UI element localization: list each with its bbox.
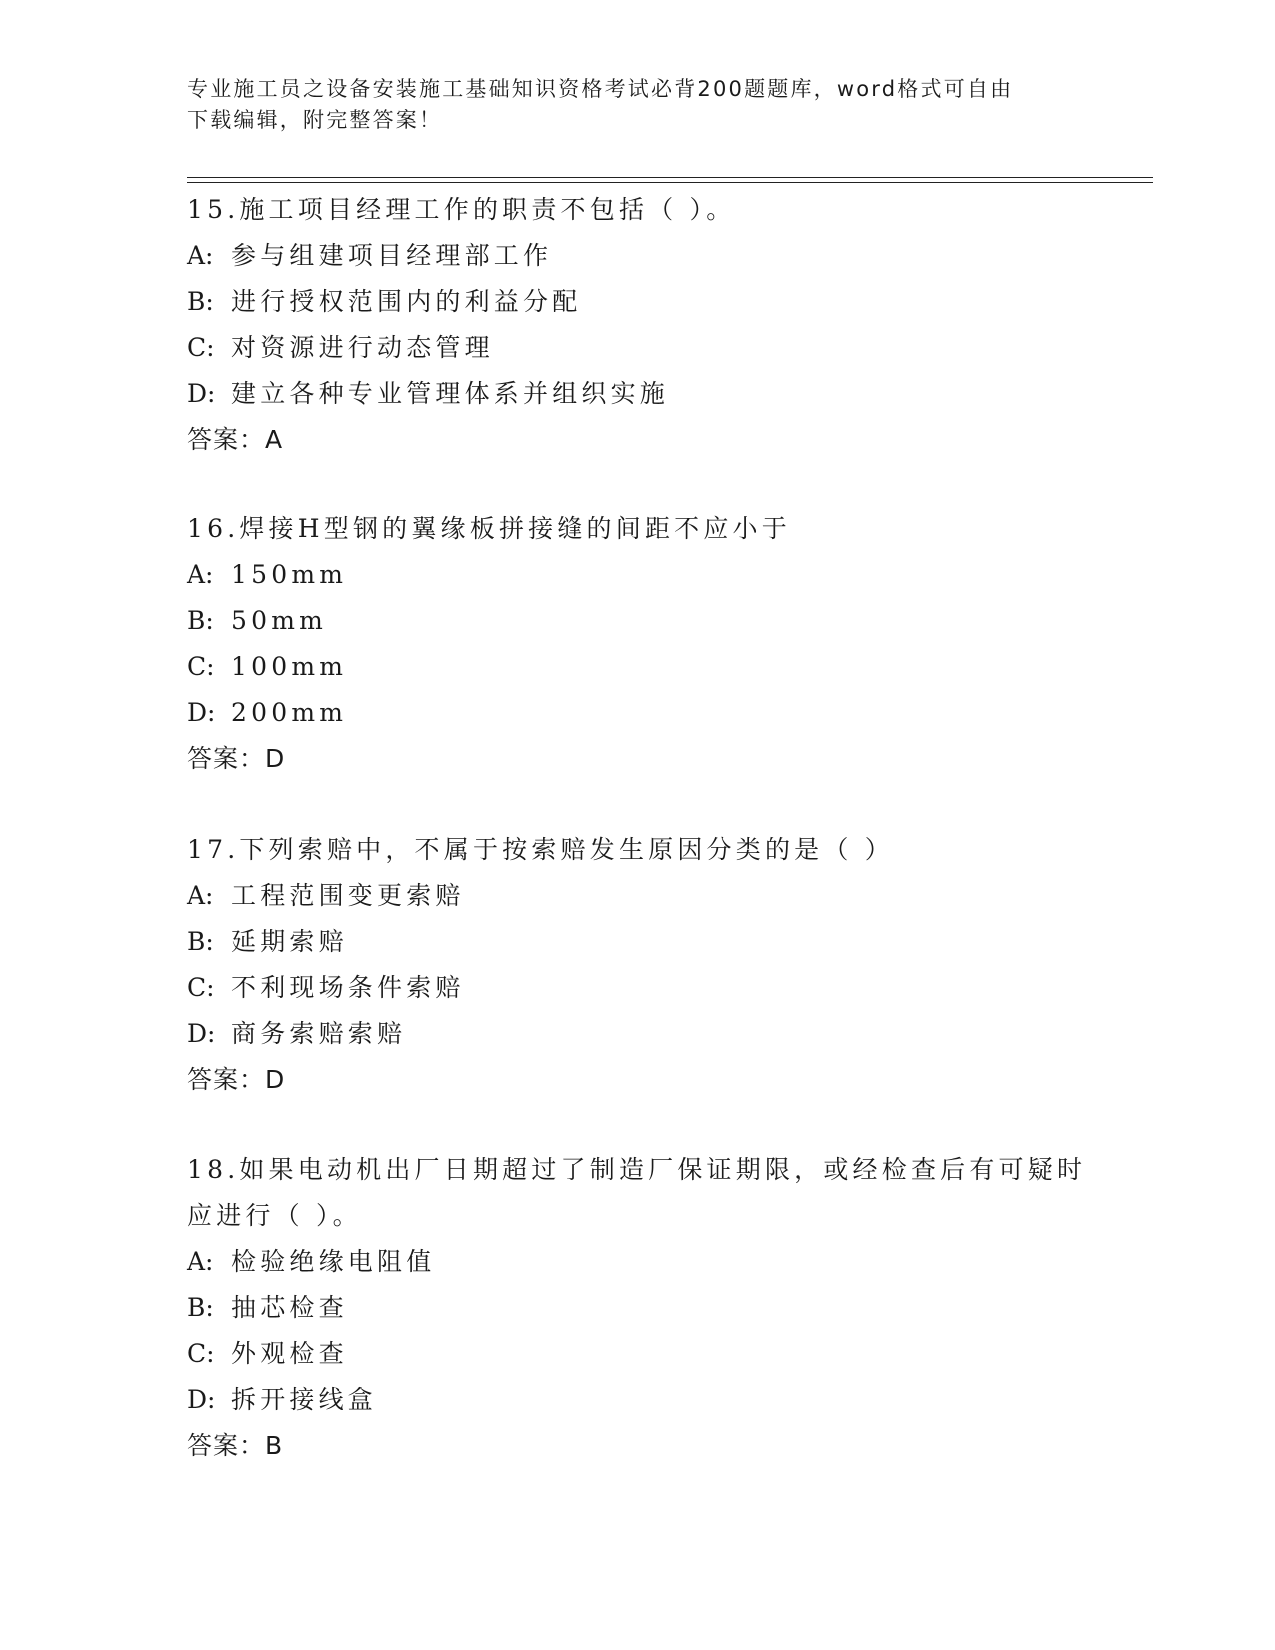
option-text: 延期索赔: [231, 927, 348, 956]
option-text: 外观检查: [231, 1339, 348, 1368]
option-b: [187, 1285, 1087, 1331]
header-line-1: 专业施工员之设备安装施工基础知识资格考试必背200题题库，word格式可自由: [187, 77, 1014, 101]
option-text: 50mm: [231, 606, 328, 635]
answer-line: 答案：B: [187, 1431, 284, 1460]
option-key: C:: [187, 333, 215, 362]
option-key: D:: [187, 1385, 216, 1414]
option-key: D:: [187, 698, 216, 727]
option-key: D:: [187, 1019, 216, 1048]
option-d: [187, 1011, 1087, 1057]
option-text: 150mm: [231, 560, 348, 589]
option-d: [187, 1377, 1087, 1423]
document-header: [187, 74, 1067, 136]
option-text: 商务索赔索赔: [231, 1019, 407, 1048]
option-a: [187, 233, 1087, 279]
option-text: 对资源进行动态管理: [231, 333, 494, 362]
option-key: C:: [187, 652, 215, 681]
option-key: A:: [187, 241, 214, 270]
option-key: C:: [187, 973, 215, 1002]
question-block-17: [187, 827, 1087, 1103]
option-key: A:: [187, 881, 214, 910]
option-text: 建立各种专业管理体系并组织实施: [231, 379, 670, 408]
option-text: 200mm: [231, 698, 348, 727]
header-divider-thin: [187, 177, 1153, 178]
option-text: 不利现场条件索赔: [231, 973, 465, 1002]
option-text: 拆开接线盒: [231, 1385, 378, 1414]
option-c: [187, 1331, 1087, 1377]
option-key: A:: [187, 1247, 214, 1276]
option-key: B:: [187, 606, 214, 635]
option-a: [187, 873, 1087, 919]
option-c: [187, 644, 1087, 690]
header-divider-thick: [187, 182, 1153, 183]
answer-line: 答案：D: [187, 1065, 286, 1094]
question-stem: 18.如果电动机出厂日期超过了制造厂保证期限，或经检查后有可疑时: [187, 1155, 1087, 1184]
option-b: [187, 919, 1087, 965]
question-block-18: [187, 1147, 1087, 1469]
option-d: [187, 371, 1087, 417]
option-text: 检验绝缘电阻值: [231, 1247, 436, 1276]
option-text: 100mm: [231, 652, 348, 681]
question-stem-continued: 应进行（ ）。: [187, 1201, 362, 1230]
option-key: D:: [187, 379, 216, 408]
question-block-16: [187, 506, 1087, 782]
answer-line: 答案：A: [187, 425, 284, 454]
question-stem: 15.施工项目经理工作的职责不包括（ ）。: [187, 195, 736, 224]
option-text: 进行授权范围内的利益分配: [231, 287, 582, 316]
option-text: 抽芯检查: [231, 1293, 348, 1322]
option-a: [187, 1239, 1087, 1285]
option-key: B:: [187, 1293, 214, 1322]
option-c: [187, 325, 1087, 371]
option-c: [187, 965, 1087, 1011]
question-stem: 17.下列索赔中，不属于按索赔发生原因分类的是（ ）: [187, 835, 894, 864]
option-key: A:: [187, 560, 214, 589]
option-key: B:: [187, 927, 214, 956]
header-line-2: 下载编辑，附完整答案！: [187, 108, 443, 132]
option-key: B:: [187, 287, 214, 316]
question-stem: 16.焊接H型钢的翼缘板拼接缝的间距不应小于: [187, 514, 791, 543]
option-a: [187, 552, 1087, 598]
option-text: 参与组建项目经理部工作: [231, 241, 553, 270]
answer-line: 答案：D: [187, 744, 286, 773]
option-b: [187, 598, 1087, 644]
option-text: 工程范围变更索赔: [231, 881, 465, 910]
option-d: [187, 690, 1087, 736]
option-key: C:: [187, 1339, 215, 1368]
question-block-15: [187, 187, 1087, 463]
option-b: [187, 279, 1087, 325]
